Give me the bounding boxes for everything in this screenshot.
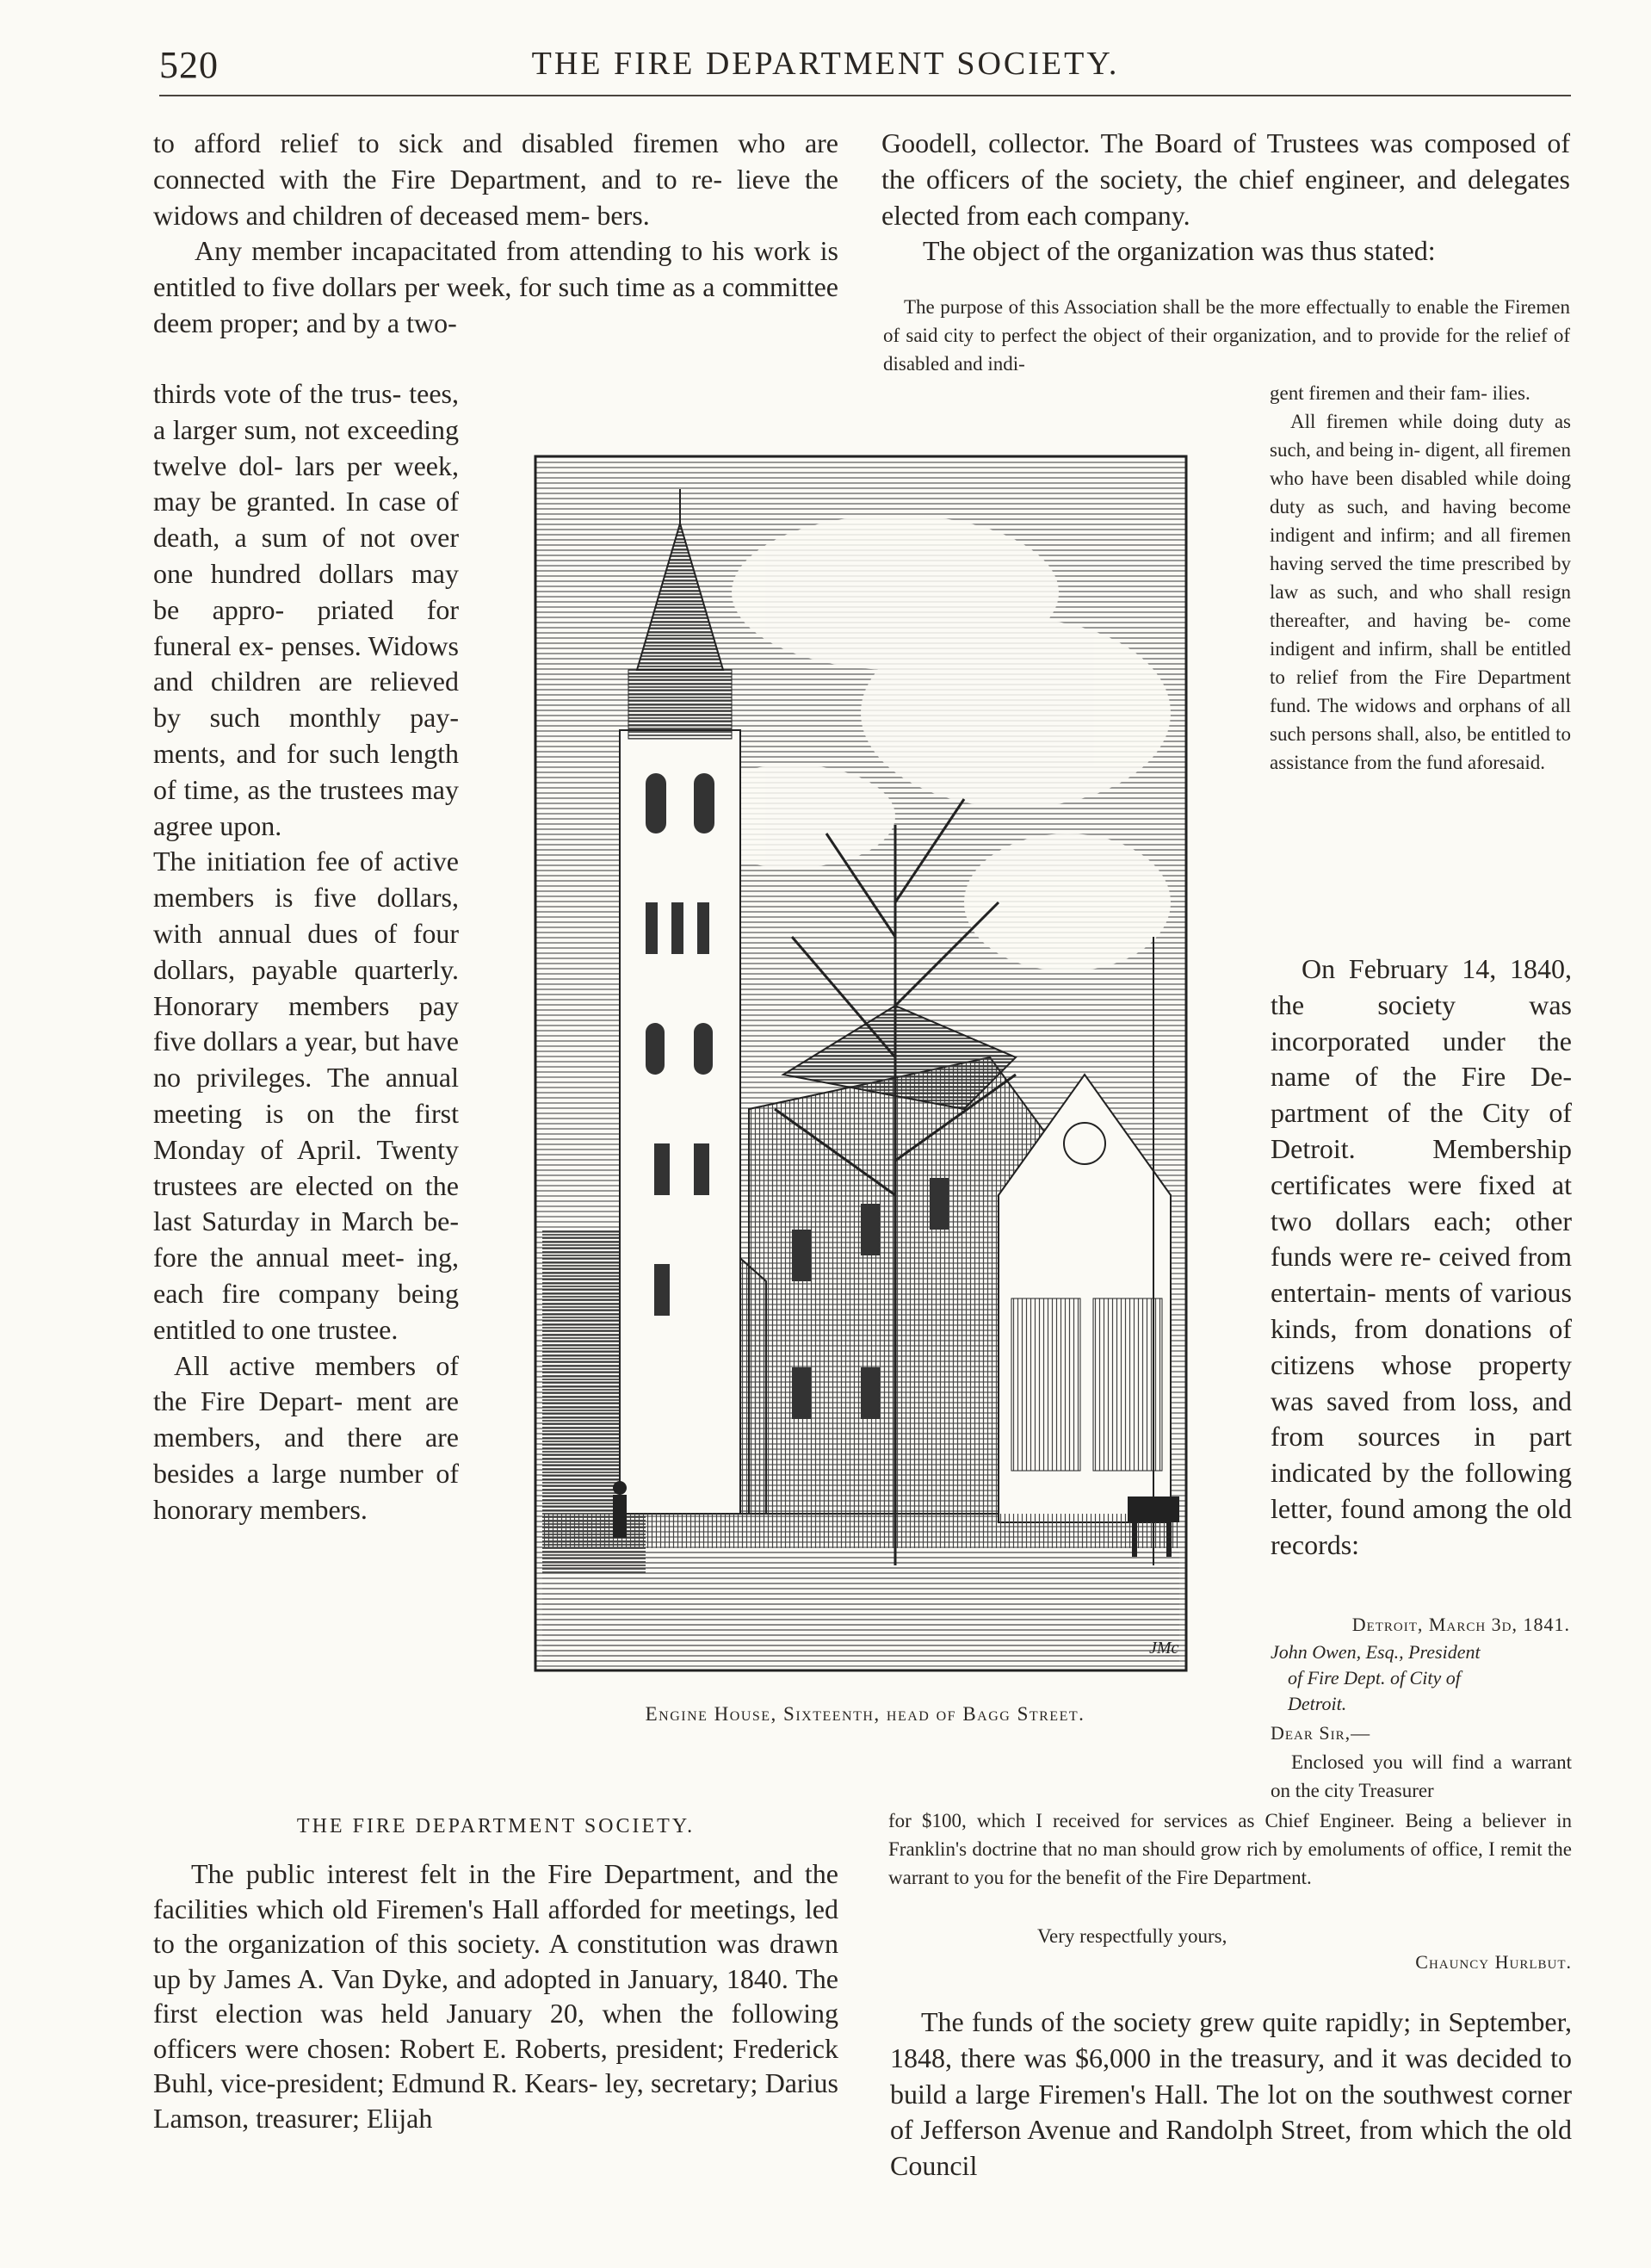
letter-body-wide xyxy=(888,1806,1572,1892)
header-rule xyxy=(159,95,1571,96)
section-heading: THE FIRE DEPARTMENT SOCIETY. xyxy=(296,1815,696,1837)
left-column-top xyxy=(153,126,838,342)
letter-dateline: Detroit, March 3d, 1841. xyxy=(1351,1614,1570,1635)
tower-belfry xyxy=(628,670,732,739)
section-body xyxy=(153,1856,838,2135)
letter-closing: Very respectfully yours, xyxy=(1037,1925,1227,1947)
fence xyxy=(542,1514,1179,1548)
engraver-signature: JMc xyxy=(1149,1639,1179,1658)
right-paragraph-3: On February 14, 1840, the society was incorporated under the name of the Fire De- partment of the City of Detroit. Membership certificates were fixed at two dollars each; other funds were re- ceived from entertain- ments of various kinds, from donations of citizens whose property was saved from loss, and from sources in part indicated by the following letter, found among the old records: xyxy=(1271,953,1572,1560)
arched-door-left xyxy=(1011,1298,1080,1471)
right-paragraph-2: The object of the organization was thus stated: xyxy=(923,235,1436,267)
left-paragraph-4: All active members of the Fire Depart- ment are members, and there are besides a large number of honorary members. xyxy=(153,1349,459,1525)
pedestrian xyxy=(613,1481,627,1538)
engine-house-illustration xyxy=(534,455,1188,1672)
bottom-right-paragraph: The funds of the society grew quite rapidly; in September, 1848, there was $6,000 in the treasury, and it was decided to build a large Firemen's Hall. The lot on the southwest corner of Jefferson Avenue and Randolph Street, from which the old Council xyxy=(890,2006,1572,2182)
addressee-line-2: of Fire Dept. of City of xyxy=(1288,1667,1461,1689)
constitution-quote-wide xyxy=(883,293,1570,378)
letter-salutation: Dear Sir,— xyxy=(1271,1722,1371,1744)
right-column-narrow xyxy=(1271,951,1572,1564)
running-title: THE FIRE DEPARTMENT SOCIETY. xyxy=(531,46,1120,82)
letter-addressee xyxy=(1271,1639,1580,1717)
quote-paragraph-1-cont: gent firemen and their fam- ilies. xyxy=(1270,382,1530,404)
arched-door-right xyxy=(1093,1298,1162,1471)
illustration-caption: Engine House, Sixteenth, head of Bagg Street. xyxy=(645,1703,1085,1725)
left-paragraph-3: The initiation fee of active members is five dollars, with annual dues of four dollars, payable quarterly. Honorary members pay five dollars a year, but have no privileges. The annual meeting is on the first Monday of April. Twenty trustees are elected on the last Saturday in March be- fore the annual meet- ing, each fire company being entitled to one trustee. xyxy=(153,846,459,1345)
constitution-quote-narrow xyxy=(1270,379,1571,777)
addressee-line-3: Detroit. xyxy=(1288,1693,1347,1714)
right-column-top xyxy=(881,126,1570,270)
quote-paragraph-2: All firemen while doing duty as such, and being in- digent, all firemen who have been disabled while doing duty as such, and having become indigent and infirm; and all firemen having served the time prescribed by law as such, and who shall resign thereafter, and having be- come indigent and infirm, shall be entitled to relief from the Fire Department fund. The widows and orphans of all such persons shall, also, be entitled to assistance from the fund aforesaid. xyxy=(1270,411,1572,773)
quote-paragraph-1: The purpose of this Association shall be the more effectually to enable the Firemen of said city to perfect the object of their organization, and to provide for the relief of disabled and indi- xyxy=(883,296,1570,375)
bottom-right-column xyxy=(890,2005,1572,2184)
letter-signature: Chauncy Hurlbut. xyxy=(1415,1951,1572,1973)
section-paragraph-1: The public interest felt in the Fire Department, and the facilities which old Firemen's Hall afforded for meetings, led to the organization of this society. A constitution was drawn up by James A. Van Dyke, and adopted in January, 1840. The first election was held January 20, when the following officers were chosen: Robert E. Roberts, president; Frederick Buhl, vice-president; Edmund R. Kears- ley, secretary; Darius Lamson, treasurer; Elijah xyxy=(153,1858,838,2134)
letter-body-2: for $100, which I received for services as Chief Engineer. Being a believer in Franklin's doctrine that no man should grow rich by emoluments of office, I remit the warrant to you for the benefit of the Fire Department. xyxy=(888,1810,1572,1888)
right-paragraph-1: Goodell, collector. The Board of Trustees was composed of the officers of the society, the chief engineer, and delegates elected from each company. xyxy=(881,127,1570,231)
left-paragraph-2-cont: thirds vote of the trus- tees, a larger sum, not exceeding twelve dol- lars per week, may be granted. In case of death, a sum of not over one hundred dollars may be appro- priated for funeral ex- penses. Widows and children are relieved by such monthly pay- ments, and for such length of time, as the trustees may agree upon. xyxy=(153,378,459,841)
letter-body-narrow xyxy=(1271,1748,1572,1805)
left-column-narrow xyxy=(153,376,459,1528)
letter-body-1: Enclosed you will find a warrant on the city Treasurer xyxy=(1271,1751,1572,1801)
left-paragraph-1: to afford relief to sick and disabled firemen who are connected with the Fire Department, and to re- lieve the widows and children of deceased mem- bers. xyxy=(153,127,838,231)
left-paragraph-2: Any member incapacitated from attending to his work is entitled to five dollars per week, for such time as a committee deem proper; and by a two- xyxy=(153,235,838,338)
street xyxy=(542,1548,1179,1665)
bell-tower xyxy=(620,730,740,1514)
page-number: 520 xyxy=(159,44,219,86)
addressee-line-1: John Owen, Esq., President xyxy=(1271,1641,1481,1663)
